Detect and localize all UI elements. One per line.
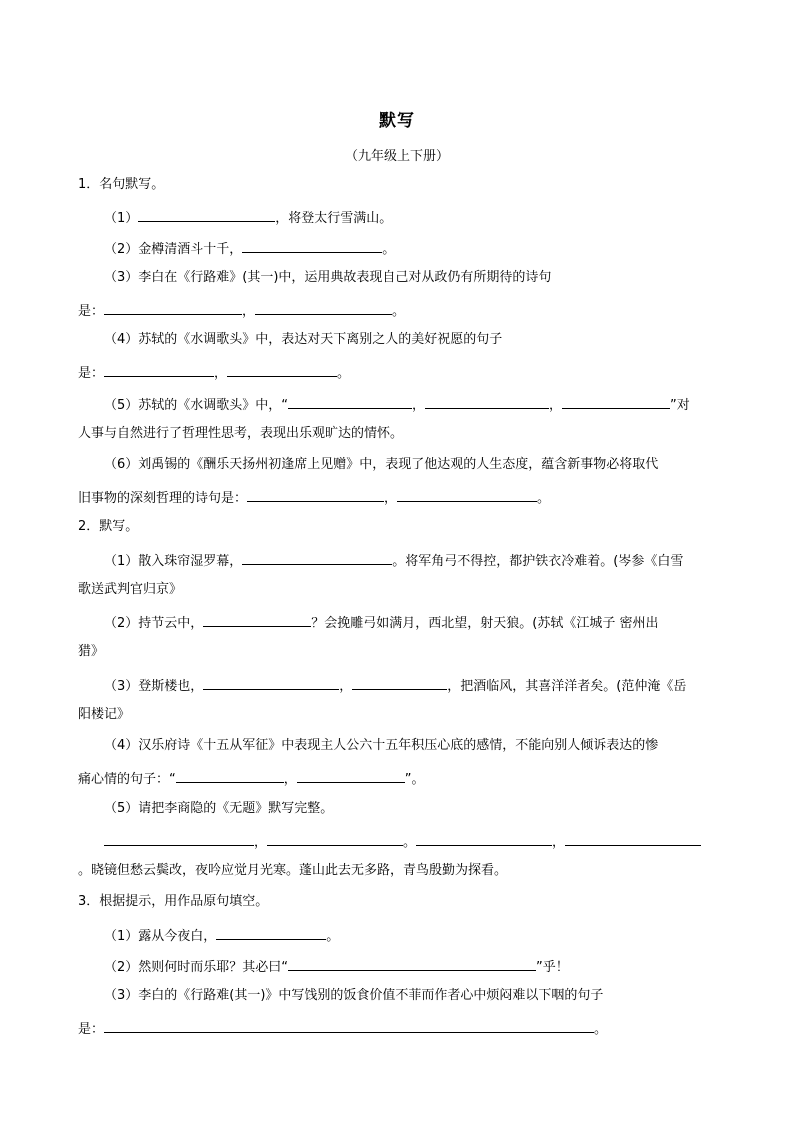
q3-item1: （1）露从今夜白， 。 bbox=[104, 925, 339, 946]
answer-blank[interactable] bbox=[267, 831, 403, 846]
q2-item3-line1: （3）登斯楼也， ， ，把酒临风，其喜洋洋者矣。(范仲淹《岳 bbox=[104, 675, 686, 696]
answer-blank[interactable] bbox=[297, 768, 405, 783]
q2-item2-line2: 猎》 bbox=[78, 644, 105, 659]
q2-item5-line3: 。晓镜但愁云鬓改，夜吟应觉月光寒。蓬山此去无多路，青鸟殷勤为探看。 bbox=[78, 863, 508, 878]
q1-item4-line1: （4）苏轼的《水调歌头》中，表达对天下离别之人的美好祝愿的句子 bbox=[104, 332, 503, 347]
q2-item1-line2: 歌送武判官归京》 bbox=[78, 582, 183, 597]
answer-blank[interactable] bbox=[104, 1018, 594, 1033]
answer-blank[interactable] bbox=[562, 394, 670, 409]
answer-blank[interactable] bbox=[227, 362, 337, 377]
q1-heading: 1．名句默写。 bbox=[78, 177, 165, 192]
answer-blank[interactable] bbox=[247, 487, 384, 502]
answer-blank[interactable] bbox=[288, 394, 412, 409]
q3-item3-line2: 是： 。 bbox=[78, 1018, 607, 1039]
answer-blank[interactable] bbox=[425, 394, 549, 409]
q1-item5-line2: 人事与自然进行了哲理性思考，表现出乐观旷达的情怀。 bbox=[78, 426, 404, 441]
q2-item3-line2: 阳楼记》 bbox=[78, 707, 131, 722]
answer-blank[interactable] bbox=[242, 550, 392, 565]
answer-blank[interactable] bbox=[104, 300, 242, 315]
answer-blank[interactable] bbox=[242, 238, 382, 253]
q3-item3-line1: （3）李白的《行路难(其一)》中写饯别的饭食价值不菲而作者心中烦闷难以下咽的句子 bbox=[104, 988, 604, 1003]
page-title: 默写 bbox=[379, 111, 415, 131]
answer-blank[interactable] bbox=[397, 487, 537, 502]
q1-item3-line1: （3）李白在《行路难》(其一)中，运用典故表现自己对从政仍有所期待的诗句 bbox=[104, 270, 552, 285]
q3-heading: 3．根据提示，用作品原句填空。 bbox=[78, 894, 269, 909]
q1-item2: （2）金樽清酒斗十千， 。 bbox=[104, 238, 395, 259]
q1-item1: （1） ，将登太行雪满山。 bbox=[104, 207, 392, 228]
q1-item6-line2: 旧事物的深刻哲理的诗句是： ， 。 bbox=[78, 487, 550, 508]
answer-blank[interactable] bbox=[203, 612, 311, 627]
answer-blank[interactable] bbox=[104, 362, 214, 377]
q1-item5-line1: （5）苏轼的《水调歌头》中，“ ， ， ”对 bbox=[104, 394, 690, 415]
q2-item5-line2: ， 。 ， bbox=[104, 831, 701, 852]
answer-blank[interactable] bbox=[176, 768, 284, 783]
q3-item2: （2）然则何时而乐耶？其必曰“ ”乎！ bbox=[104, 956, 569, 977]
q1-item3-line2: 是： ， 。 bbox=[78, 300, 405, 321]
q2-heading: 2．默写。 bbox=[78, 519, 139, 534]
answer-blank[interactable] bbox=[565, 831, 701, 846]
answer-blank[interactable] bbox=[352, 675, 447, 690]
q2-item4-line2: 痛心情的句子：“ ， ”。 bbox=[78, 768, 425, 789]
q1-item4-line2: 是： ， 。 bbox=[78, 362, 350, 383]
answer-blank[interactable] bbox=[203, 675, 339, 690]
answer-blank[interactable] bbox=[255, 300, 392, 315]
q2-item1-line1: （1）散入珠帘湿罗幕， 。将军角弓不得控，都护铁衣冷难着。(岑参《白雪 bbox=[104, 550, 683, 571]
answer-blank[interactable] bbox=[416, 831, 552, 846]
answer-blank[interactable] bbox=[138, 207, 275, 222]
q1-item6-line1: （6）刘禹锡的《酬乐天扬州初逢席上见赠》中，表现了他达观的人生态度，蕴含新事物必将取代 bbox=[104, 457, 659, 472]
q2-item2-line1: （2）持节云中， ？会挽雕弓如满月，西北望，射天狼。(苏轼《江城子 密州出 bbox=[104, 612, 659, 633]
q2-item5-line1: （5）请把李商隐的《无题》默写完整。 bbox=[104, 801, 334, 816]
answer-blank[interactable] bbox=[104, 831, 254, 846]
answer-blank[interactable] bbox=[288, 956, 536, 971]
page-subtitle: （九年级上下册） bbox=[344, 149, 449, 164]
q2-item4-line1: （4）汉乐府诗《十五从军征》中表现主人公六十五年积压心底的感情，不能向别人倾诉表达的惨 bbox=[104, 738, 659, 753]
answer-blank[interactable] bbox=[216, 925, 326, 940]
